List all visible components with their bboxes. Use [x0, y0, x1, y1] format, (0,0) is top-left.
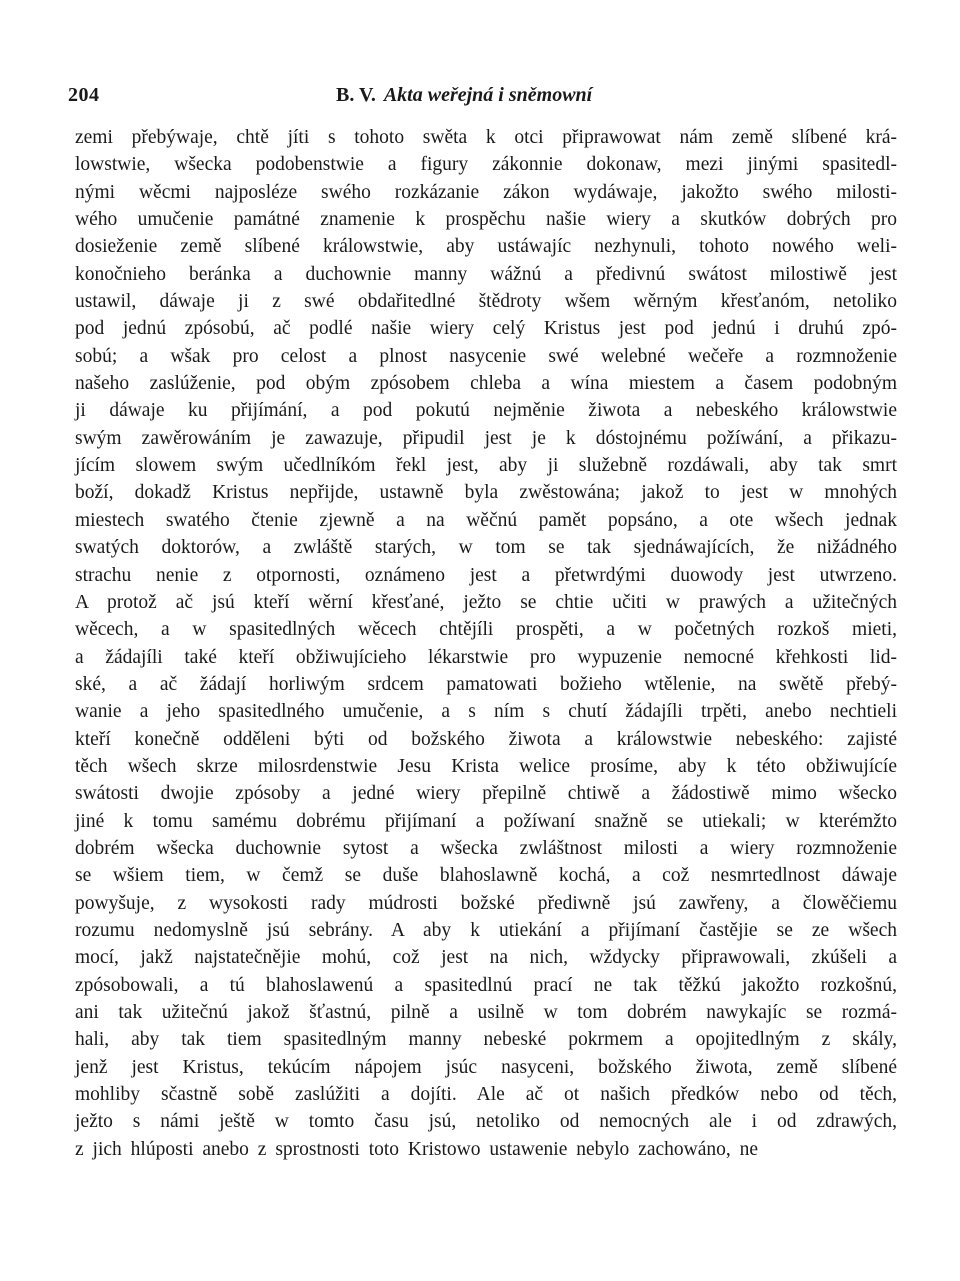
text-line: dobrém wšecka duchownie sytost a wšecka zwláštnost milosti a wiery rozmnoženie: [75, 837, 897, 859]
text-line: našeho zaslúženie, pod obým zpósobem chleba a wína miestem a časem podobným: [75, 373, 897, 395]
text-line: rozumu nedomyslně jsú sebrány. A aby k utiekání a přijímaní častějie se ze wšech: [75, 919, 897, 941]
text-line: boží, dokadž Kristus nepřijde, ustawně byla zwěstowána; jakož to jest w mnohých: [75, 482, 897, 504]
text-line: pod jednú zpósobú, ač podlé našie wiery celý Kristus jest pod jednú i druhú zpó-: [75, 318, 897, 340]
text-line: sobú; a wšak pro celost a plnost nasycenie swé welebné wečeře a rozmnoženie: [75, 345, 897, 367]
text-line: strachu nenie z otpornosti, oznámeno jest a přetwrdými duowody jest utwrzeno.: [75, 564, 897, 586]
text-line: jiné k tomu samému dobrému přijímaní a požíwaní snažně se utiekali; w kterémžto: [75, 810, 897, 832]
text-line: swým zawěrowáním je zawazuje, připudil jest je k dóstojnému požíwání, a přikazu-: [75, 427, 897, 449]
text-line: miestech swatého čtenie zjewně a na wěčnú pamět popsáno, a ote wšech jednak: [75, 509, 897, 531]
text-line: A protož ač jsú kteří wěrní křesťané, ježto se chtie učiti w prawých a užitečných: [75, 591, 897, 613]
text-line: jenž jest Kristus, tekúcím nápojem jsúc nasyceni, božského žiwota, země slíbené: [75, 1056, 897, 1078]
text-line: mohliby sčastně sobě zaslúžiti a dojíti. Ale ač ot našich předków nebo od těch,: [75, 1084, 897, 1106]
page-number: 204: [68, 84, 100, 106]
text-line: kteří konečně odděleni býti od božského žiwota a králowstwie nebeského: zajisté: [75, 728, 897, 750]
running-header: [68, 84, 898, 110]
text-line: wanie a jeho spasitedlného umučenie, a s ním s chutí žádajíli trpěti, anebo nechtieli: [75, 701, 897, 723]
text-line: wého umučenie památné znamenie k prospěchu našie wiery a skutków dobrých pro: [75, 209, 897, 231]
text-line: mocí, jakž najstatečnějie mohú, což jest na nich, wždycky připrawowali, zkúšeli a: [75, 947, 897, 969]
text-line: konočnieho beránka a duchownie manny wážnú a předivnú swátost milostiwě jest: [75, 263, 897, 285]
text-line: ani tak užitečnú jakož šťastnú, pilně a usilně w tom dobrém nawykajíc se rozmá-: [75, 1002, 897, 1023]
body-text: [75, 124, 897, 1163]
text-line: swatých doktorów, a zwláště starých, w tom se tak sjednáwajících, že nižádného: [75, 537, 897, 559]
header-title: [336, 84, 592, 107]
text-line: těch wšech skrze milosrdenstwie Jesu Krista welice prosíme, aby k této obžiwujícíe: [75, 755, 897, 777]
text-line: jícím slowem swým učedlníkóm řekl jest, aby ji služebně rozdáwali, aby tak smrt: [75, 455, 897, 477]
text-line: z jich hlúposti anebo z sprostnosti toto Kristowo ustawenie nebylo zachowáno, ne: [75, 1138, 759, 1160]
text-line: zpósobowali, a tú blahoslawenú a spasitedlnú prací ne tak těžkú jakožto rozkošnú,: [75, 974, 897, 996]
section-title: Akta weřejná i sněmowní: [383, 84, 593, 106]
text-line: ustawil, dáwaje ji z swé obdařitedlné štědroty wšem wěrným křesťanóm, netoliko: [75, 291, 897, 313]
text-line: nými wěcmi najposléze swého rozkázanie zákon wydáwaje, jakožto swého milosti-: [75, 181, 897, 203]
text-line: ji dáwaje ku přijímání, a pod pokutú nejměnie žiwota a nebeského králowstwie: [75, 400, 897, 422]
text-line: dosieženie země slíbené králowstwie, aby ustáwajíc nezhynuli, tohoto nowého weli-: [75, 236, 897, 258]
text-line: hali, aby tak tiem spasitedlným manny nebeské pokrmem a opojitedlným z skály,: [75, 1029, 897, 1051]
text-line: a žádajíli také kteří obžiwujícieho lékarstwie pro wypuzenie nemocné křehkosti lid-: [75, 646, 897, 668]
text-line: zemi přebýwaje, chtě jíti s tohoto swěta k otci připrawowat nám země slíbené krá-: [75, 127, 897, 148]
text-line: se wšiem tiem, w čemž se duše blahoslawně kochá, a což nesmrtedlnost dáwaje: [75, 865, 897, 887]
text-line: ježto s námi ještě w tomto času jsú, netoliko od nemocných ale i od zdrawých,: [75, 1111, 897, 1133]
section-label: B. V.: [336, 84, 376, 106]
text-line: wěcech, a w spasitedlných wěcech chtějíli prospěti, a w početných rozkoš mieti,: [75, 619, 897, 641]
text-line: powyšuje, z wysokosti rady múdrosti božské přediwně jsú zawřeny, a člowěčiemu: [75, 892, 897, 914]
text-line: lowstwie, wšecka podobenstwie a figury zákonnie dokonaw, mezi jinými spasitedl-: [75, 154, 897, 176]
text-line: ské, a ač žádají horliwým srdcem pamatowati božieho wtělenie, na swětě přebý-: [75, 673, 897, 695]
text-line: swátosti dwojie zpósoby a jedné wiery přepilně chtiwě a žádostiwě mimo wšecko: [75, 783, 897, 805]
